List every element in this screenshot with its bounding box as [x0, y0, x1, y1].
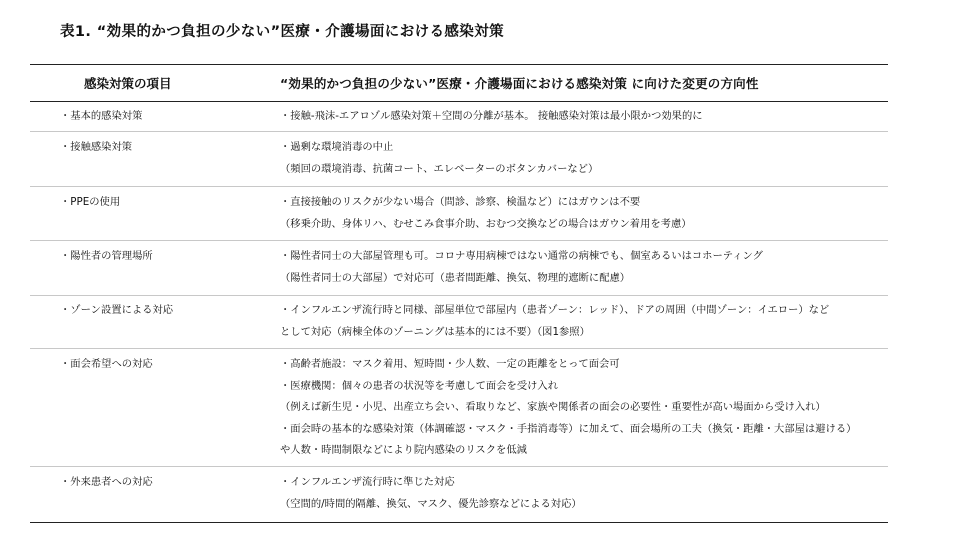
row-description	[280, 137, 598, 186]
measures-table	[30, 64, 888, 523]
table-row	[30, 187, 888, 241]
row-item: ・接触感染対策	[60, 141, 133, 153]
table-row	[30, 467, 888, 522]
row-item: ・陽性者の管理場所	[60, 250, 153, 262]
row-item: ・基本的感染対策	[60, 110, 143, 122]
table-row	[30, 102, 888, 132]
description-line: ・過剰な環境消毒の中止	[280, 141, 394, 153]
table-row	[30, 349, 888, 467]
row-item: ・ゾーン設置による対応	[60, 304, 174, 316]
row-description	[280, 300, 829, 348]
description-line: （陽性者同士の大部屋）で対応可（患者間距離、換気、物理的遮断に配慮）	[280, 271, 631, 284]
header-direction-column: “効果的かつ負担の少ない”医療・介護場面における感染対策 に向けた変更の方向性	[280, 76, 759, 91]
row-description	[280, 354, 856, 466]
description-line: （例えば新生児・小児、出産立ち会い、看取りなど、家族や関係者の面会の必要性・重要性が高い場面から受け入れ）	[280, 401, 826, 413]
row-description	[280, 106, 703, 131]
description-line: ・インフルエンザ流行時と同様、部屋単位で部屋内（患者ゾーン：レッド）、ドアの周囲（中間ゾーン：イエロー）など	[280, 304, 830, 316]
row-description	[280, 472, 582, 522]
description-line: ・直接接触のリスクが少ない場合（問診、診察、検温など）にはガウンは不要	[280, 196, 641, 208]
row-item: ・PPEの使用	[60, 196, 121, 208]
description-line: ・医療機関：個々の患者の状況等を考慮して面会を受け入れ	[280, 379, 559, 392]
row-item: ・外来患者への対応	[60, 476, 153, 488]
row-item: ・面会希望への対応	[60, 358, 153, 370]
table-row	[30, 296, 888, 349]
row-description	[280, 246, 763, 295]
description-line: ・接触-飛沫-エアロゾル感染対策＋空間の分離が基本。 接触感染対策は最小限かつ効果的に	[280, 110, 703, 122]
description-line: （空間的/時間的隔離、換気、マスク、優先診察などによる対応）	[280, 497, 582, 510]
row-description	[280, 192, 692, 240]
table-row	[30, 241, 888, 296]
description-line: ・インフルエンザ流行時に準じた対応	[280, 476, 455, 488]
table-row	[30, 132, 888, 187]
description-line: （移乗介助、身体リハ、むせこみ食事介助、おむつ交換などの場合はガウン着用を考慮）	[280, 217, 692, 230]
description-line: ・面会時の基本的な感染対策（体調確認・マスク・手指消毒等）に加えて、面会場所の工夫（換気・距離・大部屋は避ける）	[280, 422, 857, 435]
header-item-column: 感染対策の項目	[84, 76, 172, 91]
description-line: ・陽性者同士の大部屋管理も可。コロナ専用病棟ではない通常の病棟でも、個室あるいはコホーティング	[280, 250, 763, 262]
description-line: や人数・時間制限などにより院内感染のリスクを低減	[280, 444, 527, 456]
description-line: として対応（病棟全体のゾーニングは基本的には不要）（図1参照）	[280, 325, 590, 338]
table-header	[30, 65, 888, 102]
table-title: 表1. “効果的かつ負担の少ない”医療・介護場面における感染対策	[60, 24, 505, 40]
description-line: （頻回の環境消毒、抗菌コート、エレベーターのボタンカバーなど）	[280, 162, 599, 175]
description-line: ・高齢者施設：マスク着用、短時間・少人数、一定の距離をとって面会可	[280, 358, 620, 370]
